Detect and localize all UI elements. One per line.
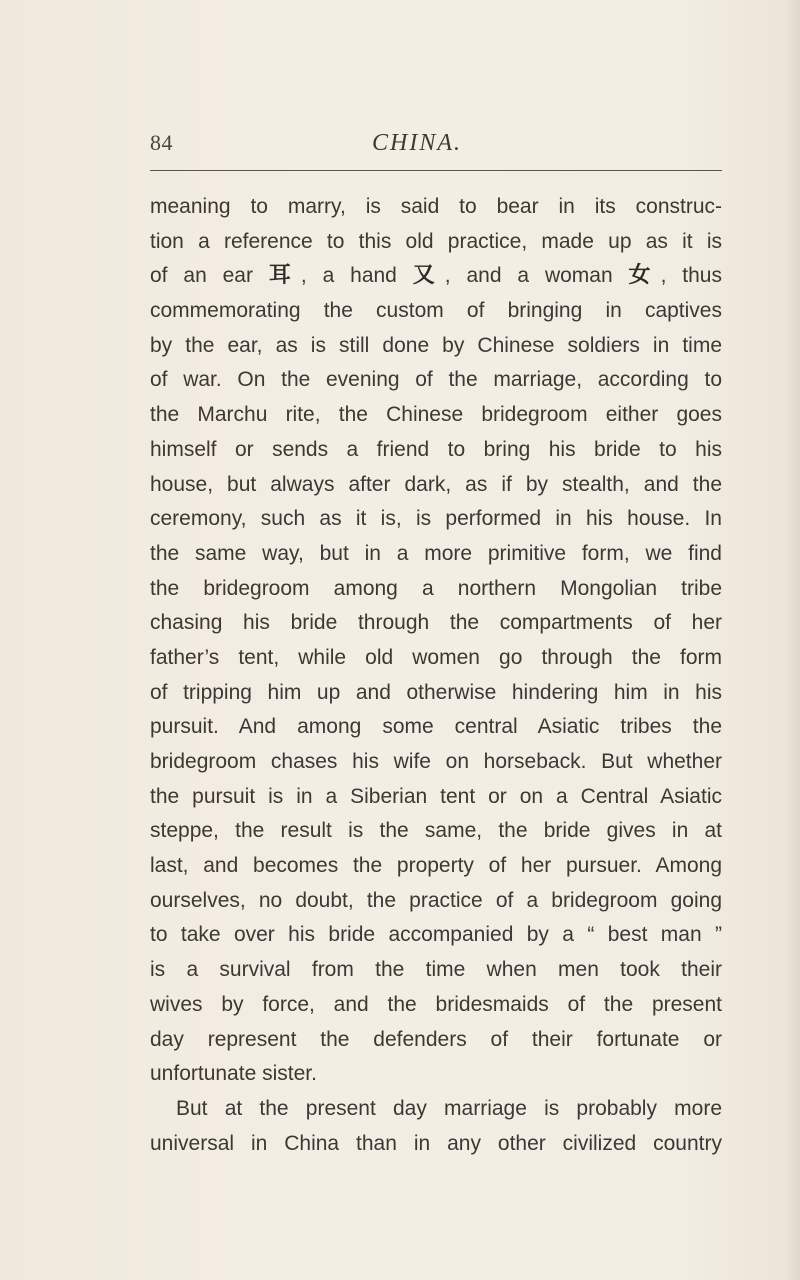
page-number: 84 — [150, 130, 173, 155]
text-line: universal in China than in any other civilized country — [150, 1131, 722, 1155]
chinese-character-woman: 女 — [628, 263, 661, 289]
text-line: chasing his bride through the compartments of her — [150, 611, 722, 635]
chinese-character-hand: 又 — [412, 263, 445, 289]
text-fragment: of an ear — [150, 264, 269, 288]
text-line-paragraph-end: unfortunate sister. — [150, 1062, 317, 1086]
text-line: of war. On the evening of the marriage, according to — [150, 368, 722, 392]
text-line: last, and becomes the property of her pursuer. Among — [150, 854, 722, 878]
text-line: is a survival from the time when men took their — [150, 958, 722, 982]
text-fragment: , and a woman — [444, 264, 629, 288]
text-line: tion a reference to this old practice, made up as it is — [150, 229, 722, 253]
text-line: commemorating the custom of bringing in captives — [150, 299, 722, 323]
text-line: meaning to marry, is said to bear in its construc- — [150, 195, 722, 218]
text-fragment: , thus — [660, 264, 722, 288]
text-line: himself or sends a friend to bring his bride to his — [150, 437, 722, 461]
text-line-with-characters — [150, 259, 722, 294]
text-line: the pursuit is in a Siberian tent or on a Central Asiatic — [150, 784, 722, 808]
text-line: the Marchu rite, the Chinese bridegroom either goes — [150, 403, 722, 427]
body-text — [150, 190, 722, 1161]
text-line: ceremony, such as it is, is performed in his house. In — [150, 507, 722, 531]
text-line: bridegroom chases his wife on horseback. But whether — [150, 750, 722, 773]
text-line: wives by force, and the bridesmaids of the present — [150, 992, 722, 1016]
text-line: ourselves, no doubt, the practice of a bridegroom going — [150, 888, 722, 912]
chinese-character-ear: 耳 — [268, 263, 301, 289]
page-header — [150, 118, 720, 158]
text-line: of tripping him up and otherwise hindering him in his — [150, 680, 722, 704]
text-line: pursuit. And among some central Asiatic tribes the — [150, 715, 722, 739]
page-edge-shadow — [786, 0, 800, 1280]
text-line: house, but always after dark, as if by stealth, and the — [150, 472, 722, 496]
text-line: to take over his bride accompanied by a “ best man ” — [150, 923, 722, 947]
text-line: by the ear, as is still done by Chinese soldiers in time — [150, 333, 722, 357]
text-line: the bridegroom among a northern Mongolian tribe — [150, 576, 722, 600]
text-line-paragraph-start: But at the present day marriage is probably more — [176, 1096, 722, 1120]
text-line: the same way, but in a more primitive form, we find — [150, 541, 722, 565]
text-line: steppe, the result is the same, the bride gives in at — [150, 819, 722, 843]
header-rule — [150, 170, 722, 171]
text-line: day represent the defenders of their fortunate or — [150, 1027, 722, 1051]
running-head: CHINA. — [372, 130, 462, 156]
text-fragment: , a hand — [300, 264, 413, 288]
text-line: father’s tent, while old women go through the form — [150, 645, 722, 669]
